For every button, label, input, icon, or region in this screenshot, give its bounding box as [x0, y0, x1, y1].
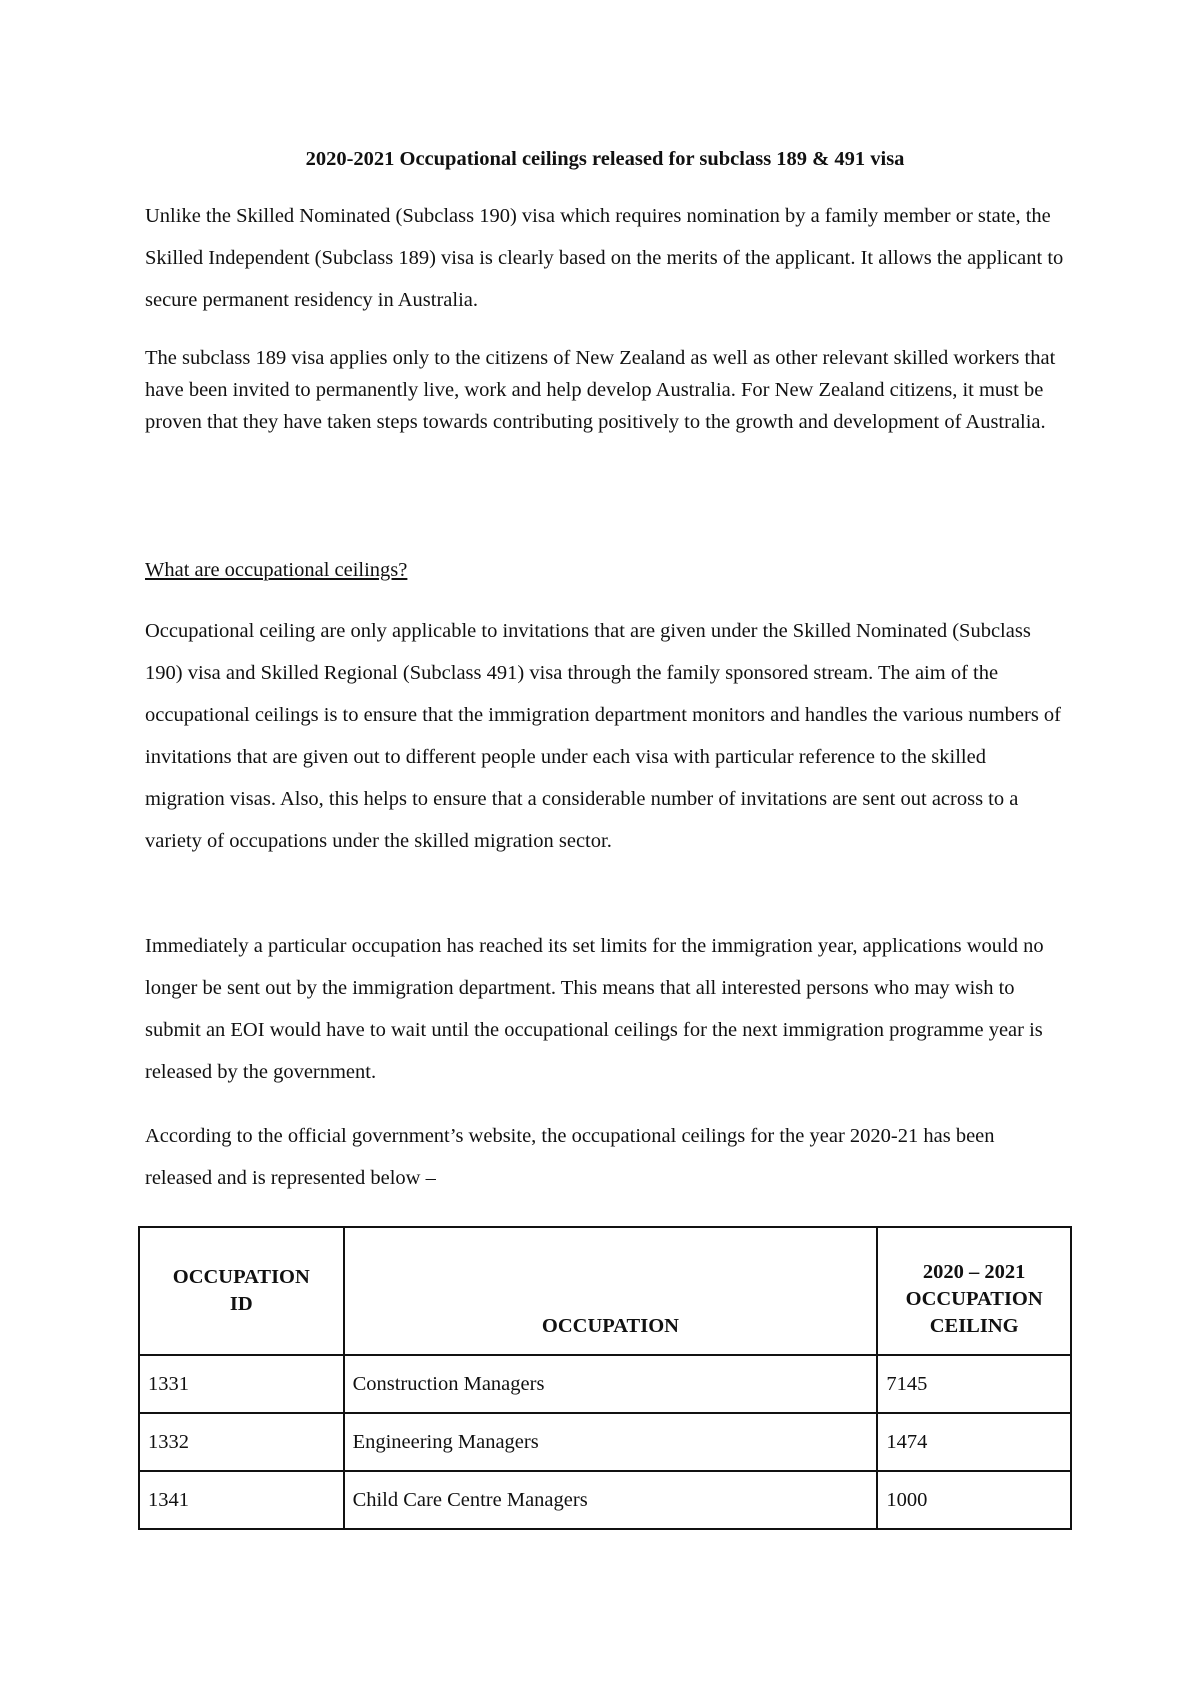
- occupational-ceiling-paragraph: Occupational ceiling are only applicable to invitations that are given under the Skilled Nominated (Subclass 190) visa and Skilled Regional (Subclass 491) visa through the family sponsored stream. The aim of the occupational ceilings is to ensure that the immigration department monitors and handles the various numbers of invitations that are given out to different people under each visa with particular reference to the skilled migration visas. Also, this helps to ensure that a considerable number of invitations are sent out across to a variety of occupations under the skilled migration sector.: [145, 620, 1062, 852]
- limits-paragraph: Immediately a particular occupation has reached its set limits for the immigration year, applications would no longer be sent out by the immigration department. This means that all interested persons who may wish to submit an EOI would have to wait until the occupational ceilings for the next immigration programme year is released by the government.: [145, 935, 1044, 1083]
- table-row: [139, 1413, 1071, 1471]
- document-title: 2020-2021 Occupational ceilings released for subclass 189 & 491 visa: [305, 148, 905, 170]
- header-ceiling-line1: 2020 – 2021: [922, 1261, 1026, 1283]
- section-heading: What are occupational ceilings?: [145, 559, 408, 581]
- header-occupation-id: [139, 1227, 344, 1355]
- header-occupation: [344, 1227, 878, 1355]
- cell-occupation-id: 1331: [139, 1355, 344, 1413]
- table-row: [139, 1355, 1071, 1413]
- header-ceiling: [877, 1227, 1071, 1355]
- cell-ceiling: 1474: [877, 1413, 1071, 1471]
- table-row: [139, 1471, 1071, 1529]
- cell-occupation: Construction Managers: [344, 1355, 878, 1413]
- header-occupation-label: OCCUPATION: [541, 1315, 679, 1337]
- table-header-row: [139, 1227, 1071, 1355]
- cell-occupation: Engineering Managers: [344, 1413, 878, 1471]
- header-id-line2: ID: [229, 1293, 253, 1315]
- intro-paragraph: Unlike the Skilled Nominated (Subclass 190) visa which requires nomination by a family member or state, the Skilled Independent (Subclass 189) visa is clearly based on the merits of the applicant. It allows the applicant to secure permanent residency in Australia.: [145, 205, 1064, 311]
- cell-ceiling: 7145: [877, 1355, 1071, 1413]
- occupation-ceiling-table: [138, 1226, 1072, 1530]
- subclass-189-paragraph: The subclass 189 visa applies only to the citizens of New Zealand as well as other relevant skilled workers that have been invited to permanently live, work and help develop Australia. For New Zealand citizens, it must be proven that they have taken steps towards contributing positively to the growth and development of Australia.: [145, 347, 1056, 433]
- header-ceiling-line3: CEILING: [929, 1315, 1019, 1337]
- cell-ceiling: 1000: [877, 1471, 1071, 1529]
- header-ceiling-line2: OCCUPATION: [905, 1288, 1043, 1310]
- header-id-line1: OCCUPATION: [172, 1266, 310, 1288]
- government-website-paragraph: According to the official government’s website, the occupational ceilings for the year 2020-21 has been released and is represented below –: [145, 1125, 995, 1189]
- cell-occupation-id: 1332: [139, 1413, 344, 1471]
- cell-occupation: Child Care Centre Managers: [344, 1471, 878, 1529]
- cell-occupation-id: 1341: [139, 1471, 344, 1529]
